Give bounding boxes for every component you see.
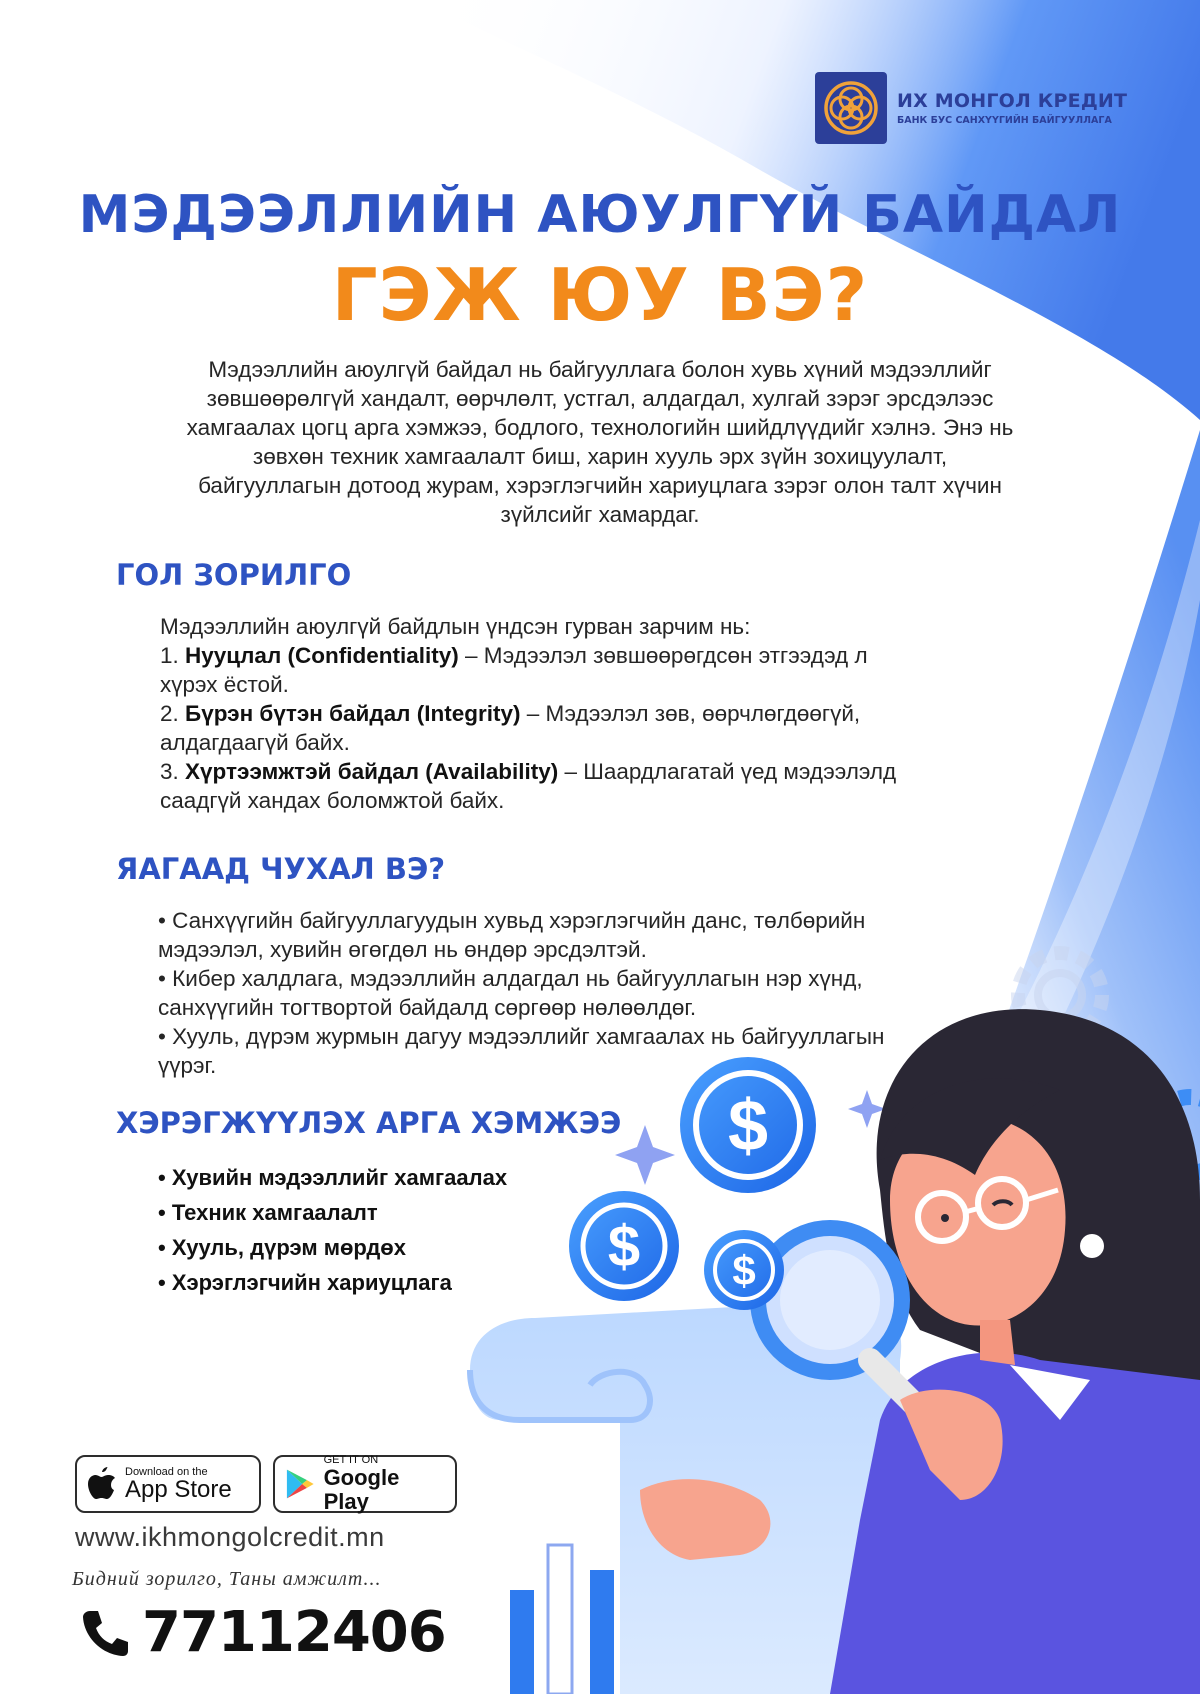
svg-text:$: $ (727, 1086, 769, 1166)
brand-logo (815, 72, 1127, 144)
goal-term: Нууцлал (Confidentiality) (185, 643, 459, 668)
why-line: • Хууль, дүрэм журмын дагуу мэдээллийг хамгаалах нь байгууллагын (158, 1024, 885, 1049)
actions-heading: ХЭРЭГЖҮҮЛЭХ АРГА ХЭМЖЭЭ (116, 1106, 622, 1140)
brand-name: ИХ МОНГОЛ КРЕДИТ (897, 90, 1128, 112)
goal-item (160, 699, 1040, 728)
goal-desc-cont: саадгүй хандах боломжтой байх. (160, 788, 505, 813)
page-title-line-2: ГЭЖ ЮУ ВЭ? (331, 253, 869, 337)
goal-number: 2. (160, 701, 179, 726)
goal-number: 3. (160, 759, 179, 784)
goal-desc-cont: хүрэх ёстой. (160, 672, 289, 697)
dollar-coin-icon (569, 1191, 679, 1301)
intro-line: Мэдээллийн аюулгүй байдал нь байгууллага болон хувь хүний мэдээллийг (208, 357, 992, 382)
intro-line: зөвшөөрөлгүй хандалт, өөрчлөлт, устгал, алдагдал, хулгай зэрэг эрсдэлээс (206, 386, 994, 411)
goal-desc: – Мэдээлэл зөвшөөрөгдсөн этгээдэд л (458, 643, 868, 668)
why-line: • Санхүүгийн байгууллагуудын хувьд хэрэглэгчийн данс, төлбөрийн (158, 908, 866, 933)
goal-term: Хүртээмжтэй байдал (Availability) (185, 759, 559, 784)
actions-list (158, 1160, 507, 1300)
why-heading: ЯАГААД ЧУХАЛ ВЭ? (116, 852, 446, 886)
why-line: мэдээлэл, хувийн өгөгдөл нь өндөр эрсдэлтэй. (158, 937, 647, 962)
phone-icon (80, 1607, 132, 1659)
intro-line: зөвхөн техник хамгаалалт биш, харин хууль эрх зүйн зохицуулалт, (252, 444, 948, 469)
brand-subtitle: БАНК БУС САНХҮҮГИЙН БАЙГУУЛЛАГА (897, 115, 1112, 126)
goals-heading: ГОЛ ЗОРИЛГО (116, 558, 352, 592)
list-item: • Хэрэглэгчийн хариуцлага (158, 1265, 507, 1300)
page-title-line-1: МЭДЭЭЛЛИЙН АЮУЛГҮЙ БАЙДАЛ (78, 185, 1122, 245)
phone-number: 77112406 (142, 1600, 446, 1665)
slogan: Бидний зорилго, Таны амжилт... (72, 1568, 382, 1590)
svg-text:$: $ (607, 1214, 641, 1279)
app-store-label: App Store (125, 1476, 232, 1503)
intro-line: байгууллагын дотоод журам, хэрэглэгчийн хариуцлага зэрэг олон талт хүчин (198, 473, 1002, 498)
google-play-label: Google Play (323, 1465, 400, 1514)
app-store-caption: Download on the (125, 1466, 208, 1478)
google-play-badge[interactable] (273, 1455, 457, 1513)
apple-icon (87, 1467, 117, 1501)
svg-text:$: $ (732, 1247, 756, 1294)
goal-desc: – Шаардлагатай үед мэдээлэлд (558, 759, 897, 784)
app-store-badge[interactable] (75, 1455, 261, 1513)
phone-contact[interactable] (80, 1600, 446, 1665)
knot-emblem-icon (815, 72, 887, 144)
dollar-coin-icon (704, 1230, 784, 1310)
goal-desc: – Мэдээлэл зөв, өөрчлөгдөөгүй, (520, 701, 861, 726)
list-item: • Хувийн мэдээллийг хамгаалах (158, 1160, 507, 1195)
why-line: • Кибер халдлага, мэдээллийн алдагдал нь байгууллагын нэр хүнд, (158, 966, 863, 991)
goal-term: Бүрэн бүтэн байдал (Integrity) (185, 701, 521, 726)
goal-item (160, 757, 1040, 786)
why-section (158, 906, 1058, 1080)
why-line: санхүүгийн тогтвортой байдалд сөргөөр нөлөөлдөг. (158, 995, 697, 1020)
list-item: • Хууль, дүрэм мөрдөх (158, 1230, 507, 1265)
list-item: • Техник хамгаалалт (158, 1195, 507, 1230)
why-line: үүрэг. (158, 1053, 217, 1078)
goal-desc-cont: алдагдаагүй байх. (160, 730, 350, 755)
intro-line: зүйлсийг хамардаг. (500, 502, 700, 527)
goal-item (160, 641, 1040, 670)
goals-intro: Мэдээллийн аюулгүй байдлын үндсэн гурван зарчим нь: (160, 614, 751, 639)
google-play-icon (285, 1467, 316, 1501)
goal-number: 1. (160, 643, 179, 668)
google-play-caption: GET IT ON (323, 1454, 379, 1466)
sparkle-icon (615, 1125, 675, 1185)
goals-section (160, 612, 1040, 815)
intro-line: хамгаалах цогц арга хэмжээ, бодлого, технологийн шийдлүүдийг хэлнэ. Энэ нь (186, 415, 1014, 440)
website-link[interactable]: www.ikhmongolcredit.mn (75, 1522, 385, 1552)
intro-paragraph (100, 355, 1100, 529)
